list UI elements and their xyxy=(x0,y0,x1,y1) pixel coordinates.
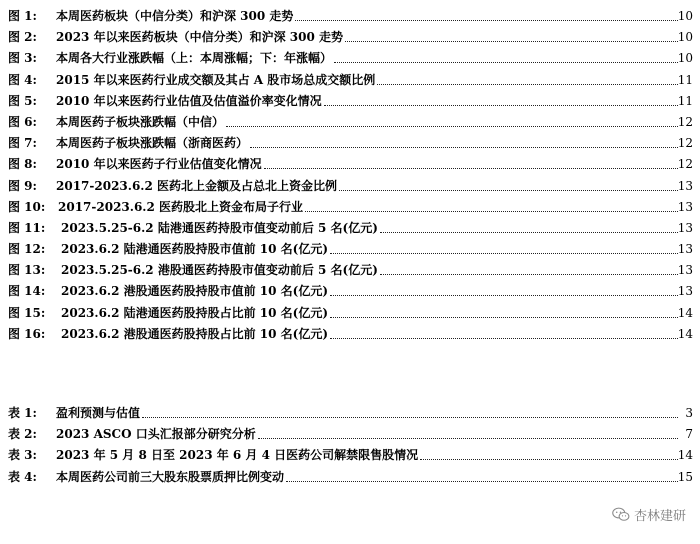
entry-title: 本周各大行业涨跌幅（上：本周涨幅；下：年涨幅） xyxy=(56,51,333,66)
entry-label: 图 8: xyxy=(8,157,37,172)
figure-entry[interactable] xyxy=(0,48,700,69)
entry-title: 2023 年以来医药板块（中信分类）和沪深 300 走势 xyxy=(56,30,343,45)
entry-page-number: 11 xyxy=(677,93,693,108)
entry-label: 图 11: xyxy=(8,220,46,235)
entry-page-number: 13 xyxy=(677,178,693,193)
entry-page-number: 3 xyxy=(685,406,693,420)
entry-page-number: 7 xyxy=(685,427,693,442)
watermark xyxy=(612,505,686,524)
entry-title: 本周医药子板块涨跌幅（中信） xyxy=(56,114,225,129)
entry-page-number: 15 xyxy=(677,469,693,484)
entry-title: 2015 年以来医药行业成交额及其占 A 股市场总成交额比例 xyxy=(56,72,376,87)
figure-entry[interactable] xyxy=(0,154,700,175)
entry-title: 2023.6.2 港股通医药股持股占比前 10 名(亿元) xyxy=(61,326,329,341)
entry-label: 图 3: xyxy=(8,51,37,66)
entry-title: 盈利预测与估值 xyxy=(56,406,141,420)
entry-label: 图 16: xyxy=(8,326,46,341)
dot-leader xyxy=(258,438,678,439)
entry-label: 图 14: xyxy=(8,284,46,299)
table-entry[interactable] xyxy=(0,467,700,488)
entry-page-number: 13 xyxy=(677,263,693,278)
entry-page-number: 10 xyxy=(677,51,693,66)
entry-title: 2010 年以来医药行业估值及估值溢价率变化情况 xyxy=(56,93,322,108)
figure-entry[interactable] xyxy=(0,6,700,27)
entry-page-number: 13 xyxy=(677,242,693,257)
dot-leader xyxy=(305,211,678,212)
entry-page-number: 10 xyxy=(677,30,693,45)
entry-label: 图 15: xyxy=(8,305,46,320)
entry-label: 表 4: xyxy=(8,469,37,484)
entry-page-number: 12 xyxy=(677,114,693,129)
dot-leader xyxy=(345,41,678,42)
figure-entry[interactable] xyxy=(0,260,700,281)
entry-title: 2017-2023.6.2 医药北上金额及占总北上资金比例 xyxy=(56,178,338,193)
figure-entry[interactable] xyxy=(0,133,700,154)
figure-entry[interactable] xyxy=(0,176,700,197)
entry-page-number: 12 xyxy=(677,157,693,172)
entry-label: 图 13: xyxy=(8,263,46,278)
entry-page-number: 14 xyxy=(677,326,693,341)
entry-title: 2023.6.2 港股通医药股持股市值前 10 名(亿元) xyxy=(61,284,329,299)
entry-title: 2023 年 5 月 8 日至 2023 年 6 月 4 日医药公司解禁限售股情况 xyxy=(56,448,419,463)
dot-leader xyxy=(250,147,678,148)
figure-entry[interactable] xyxy=(0,239,700,260)
dot-leader xyxy=(377,84,678,85)
entry-label: 图 9: xyxy=(8,178,37,193)
entry-label: 表 3: xyxy=(8,448,37,463)
entry-label: 图 6: xyxy=(8,114,37,129)
entry-label: 表 1: xyxy=(8,406,37,420)
entry-title: 本周医药板块（中信分类）和沪深 300 走势 xyxy=(56,9,294,23)
entry-label: 图 4: xyxy=(8,72,37,87)
table-entry[interactable] xyxy=(0,445,700,466)
dot-leader xyxy=(380,274,678,275)
dot-leader xyxy=(324,105,678,106)
table-entry[interactable] xyxy=(0,424,700,445)
figure-entry[interactable] xyxy=(0,218,700,239)
dot-leader xyxy=(286,481,678,482)
entry-label: 图 7: xyxy=(8,136,37,151)
dot-leader xyxy=(226,126,678,127)
entry-page-number: 14 xyxy=(677,305,693,320)
entry-title: 2023.5.25-6.2 陆港通医药持股市值变动前后 5 名(亿元) xyxy=(61,220,378,235)
wechat-icon xyxy=(612,507,630,522)
entry-page-number: 13 xyxy=(677,284,693,299)
dot-leader xyxy=(339,190,678,191)
entry-label: 表 2: xyxy=(8,427,37,442)
entry-page-number: 13 xyxy=(677,199,693,214)
dot-leader xyxy=(264,168,678,169)
figure-entry[interactable] xyxy=(0,281,700,302)
figure-entry[interactable] xyxy=(0,70,700,91)
dot-leader xyxy=(330,338,678,339)
entry-page-number: 12 xyxy=(677,136,693,151)
entry-title: 2017-2023.6.2 医药股北上资金布局子行业 xyxy=(58,199,304,214)
entry-label: 图 5: xyxy=(8,93,37,108)
dot-leader xyxy=(142,417,678,418)
entry-title: 2023.6.2 陆港通医药股持股占比前 10 名(亿元) xyxy=(61,305,329,320)
figure-entry[interactable] xyxy=(0,112,700,133)
entry-label: 图 12: xyxy=(8,242,46,257)
figure-list xyxy=(0,6,700,345)
dot-leader xyxy=(380,232,678,233)
entry-page-number: 14 xyxy=(677,448,693,463)
entry-title: 2023.6.2 陆港通医药股持股市值前 10 名(亿元) xyxy=(61,242,329,257)
figure-entry[interactable] xyxy=(0,27,700,48)
figure-entry[interactable] xyxy=(0,303,700,324)
entry-title: 本周医药公司前三大股东股票质押比例变动 xyxy=(56,469,285,484)
entry-label: 图 10: xyxy=(8,199,46,214)
entry-page-number: 13 xyxy=(677,220,693,235)
entry-title: 本周医药子板块涨跌幅（浙商医药） xyxy=(56,136,249,151)
entry-title: 2023 ASCO 口头汇报部分研究分析 xyxy=(56,427,256,442)
dot-leader xyxy=(330,295,678,296)
entry-title: 2010 年以来医药子行业估值变化情况 xyxy=(56,157,262,172)
figure-entry[interactable] xyxy=(0,197,700,218)
dot-leader xyxy=(330,253,678,254)
dot-leader xyxy=(334,62,678,63)
figure-entry[interactable] xyxy=(0,91,700,112)
dot-leader xyxy=(295,20,678,21)
dot-leader xyxy=(420,459,678,460)
figure-entry[interactable] xyxy=(0,324,700,345)
entry-label: 图 1: xyxy=(8,9,37,23)
entry-label: 图 2: xyxy=(8,30,37,45)
watermark-text: 杏林建研 xyxy=(633,509,686,524)
table-entry[interactable] xyxy=(0,403,700,424)
entry-page-number: 11 xyxy=(677,72,693,87)
table-list xyxy=(0,403,700,488)
entry-title: 2023.5.25-6.2 港股通医药持股市值变动前后 5 名(亿元) xyxy=(61,263,378,278)
entry-page-number: 10 xyxy=(677,9,693,23)
dot-leader xyxy=(330,317,678,318)
